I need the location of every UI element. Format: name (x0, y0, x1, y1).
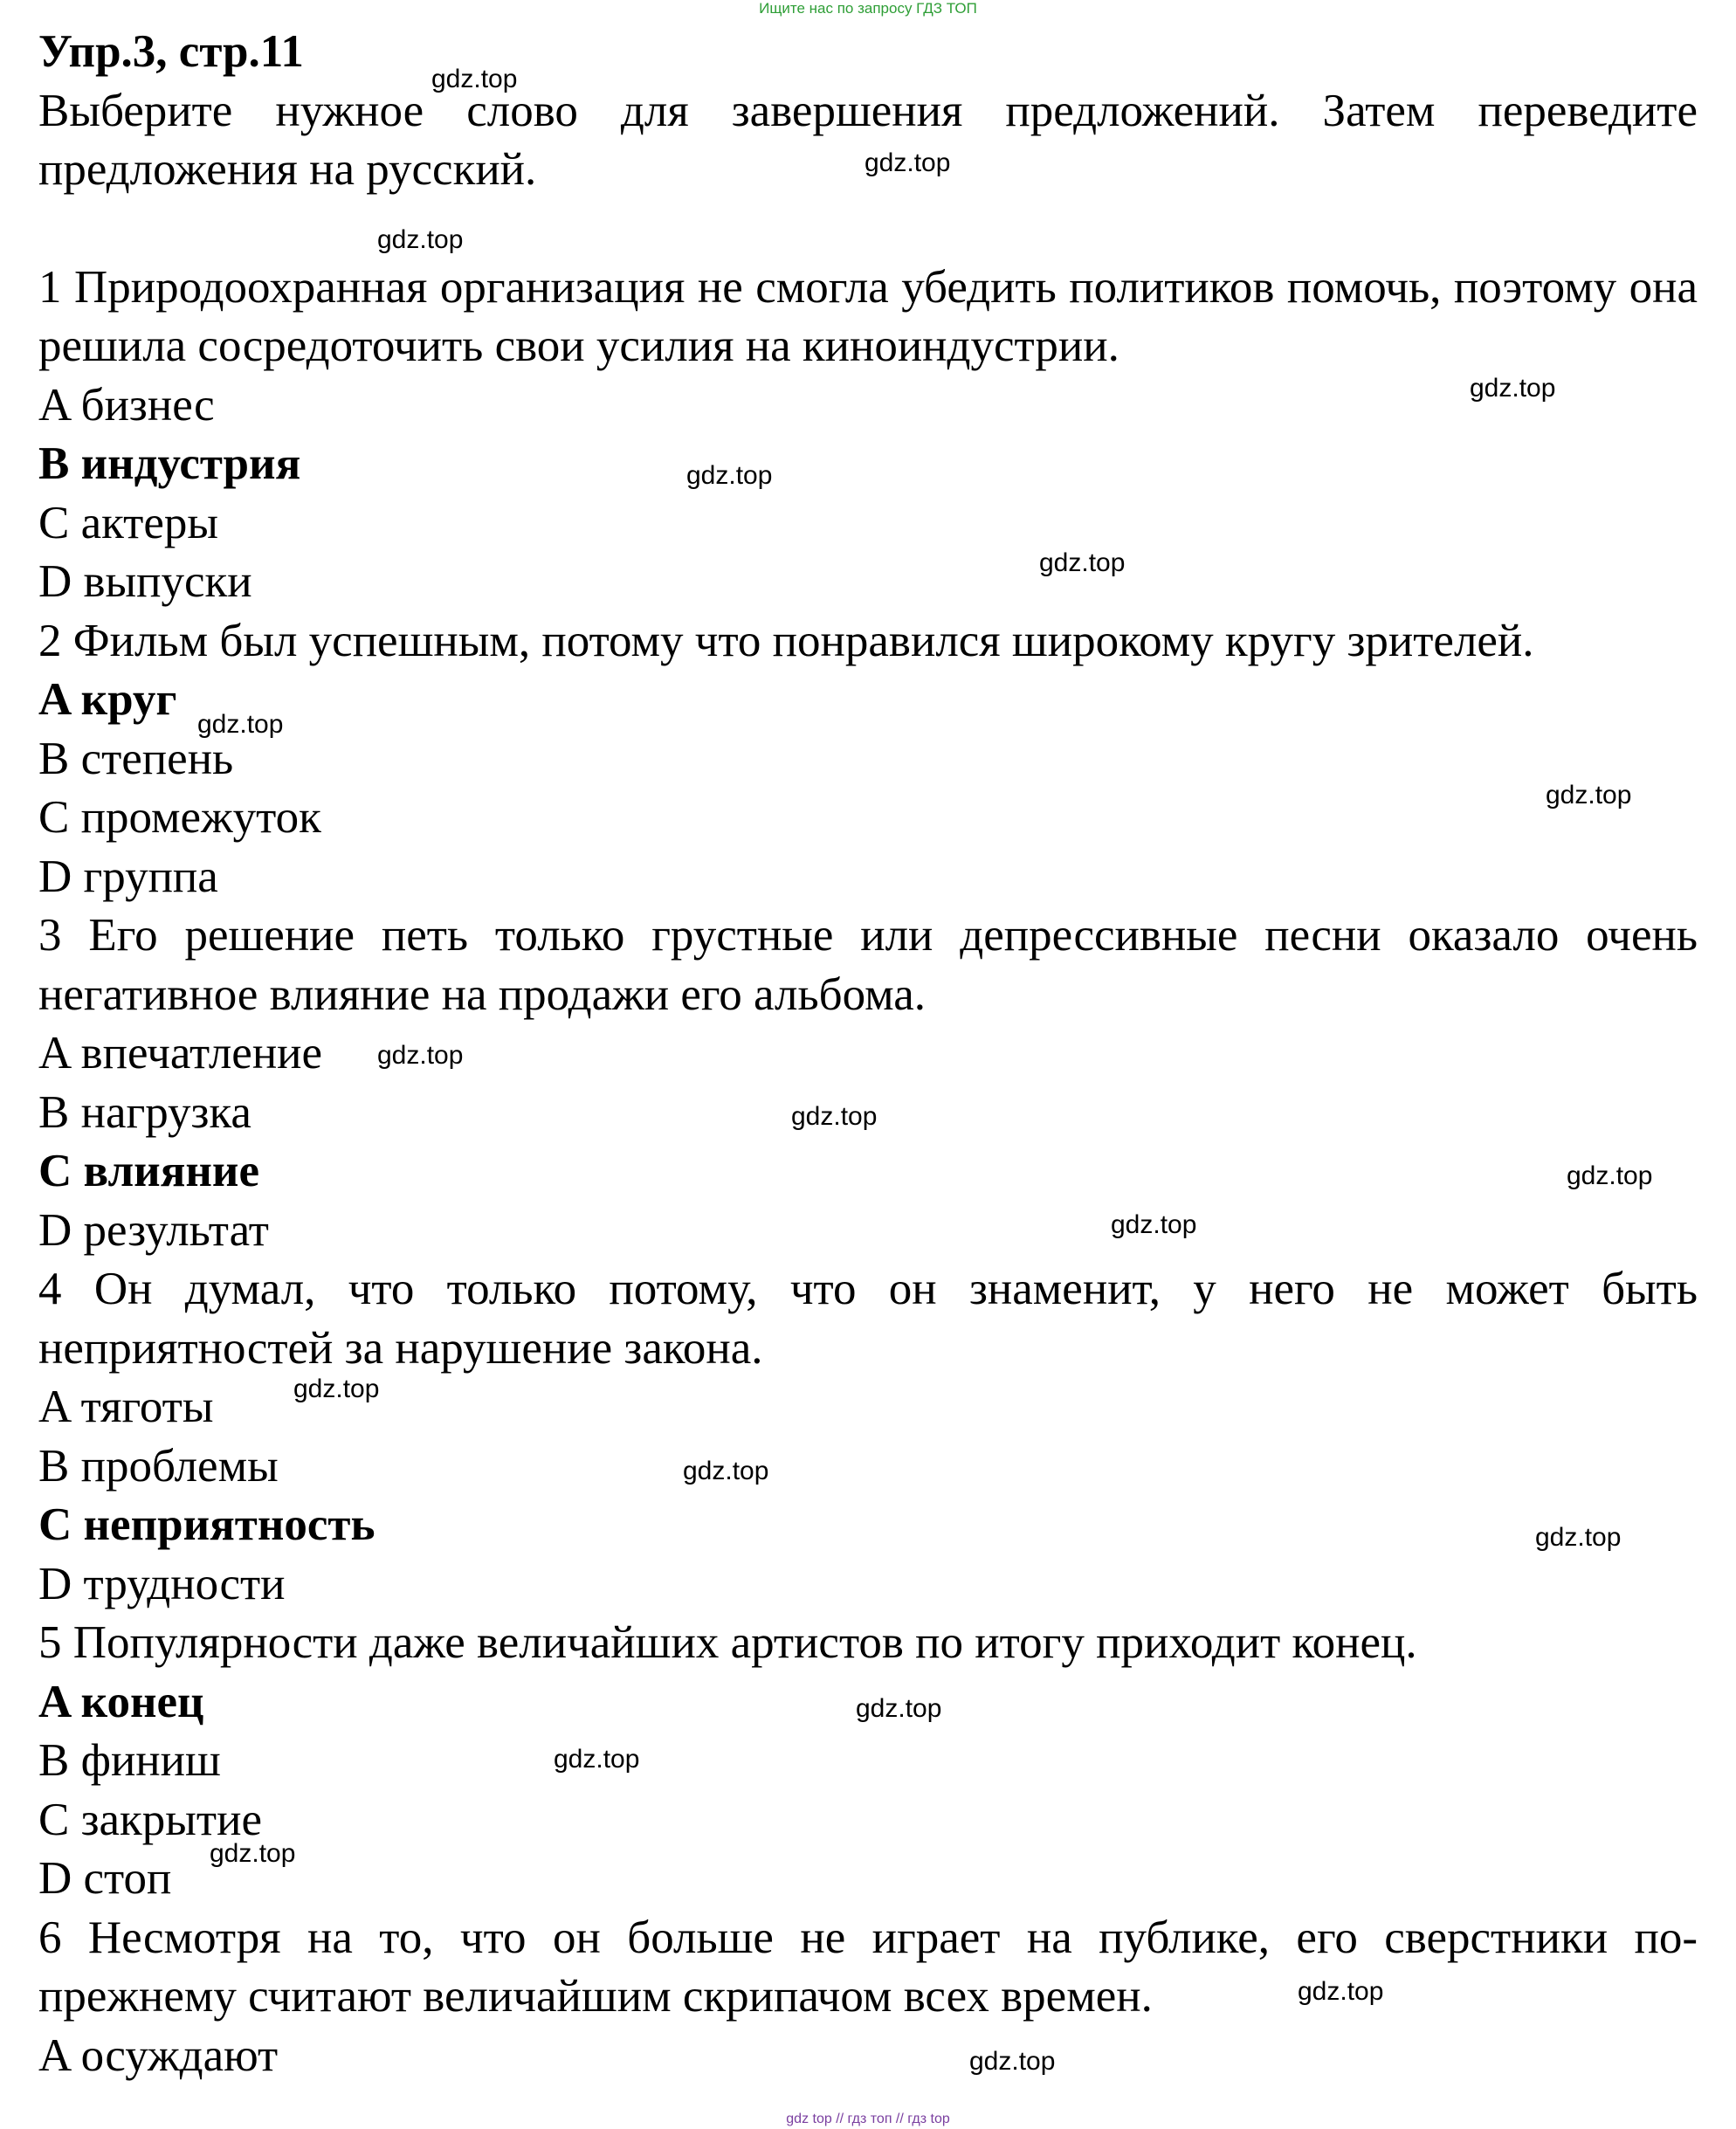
watermark: gdz.top (1567, 1161, 1653, 1190)
option-1c: C актеры (38, 497, 218, 548)
watermark: gdz.top (686, 461, 773, 490)
watermark: gdz.top (210, 1839, 296, 1868)
option-1d: D выпуски (38, 556, 252, 607)
watermark: gdz.top (431, 65, 518, 93)
watermark: gdz.top (856, 1694, 942, 1723)
option-2c: C промежуток (38, 792, 321, 843)
question-3: 3 Его решение петь только грустные или депрессивные песни оказало очень негативное влияние на продажи его альбома. (38, 910, 1698, 1020)
watermark: gdz.top (197, 710, 284, 739)
option-4b: B проблемы (38, 1440, 279, 1492)
question-4: 4 Он думал, что только потому, что он знаменит, у него не может быть неприятностей за нарушение закона. (38, 1264, 1698, 1374)
question-6: 6 Несмотря на то, что он больше не играет на публике, его сверстники по-прежнему считают величайшим скрипачом всех времен. (38, 1912, 1698, 2022)
watermark: gdz.top (1298, 1977, 1384, 2006)
question-2: 2 Фильм был успешным, потому что понравился широкому кругу зрителей. (38, 615, 1534, 666)
question-1: 1 Природоохранная организация не смогла убедить политиков помочь, поэтому она решила сосредоточить свои усилия на киноиндустрии. (38, 261, 1698, 371)
watermark: gdz.top (554, 1745, 640, 1774)
watermark: gdz.top (1546, 781, 1632, 810)
option-2a-answer: A круг (38, 674, 177, 725)
option-5b: B финиш (38, 1735, 221, 1786)
watermark: gdz.top (377, 225, 464, 254)
option-2d: D группа (38, 851, 218, 902)
watermark: gdz.top (969, 2047, 1056, 2076)
option-5d: D стоп (38, 1853, 172, 1904)
watermark: gdz.top (293, 1375, 380, 1403)
option-4d: D трудности (38, 1558, 286, 1609)
option-3a: A впечатление (38, 1028, 323, 1078)
watermark: gdz.top (1470, 374, 1556, 403)
option-4c-answer: C неприятность (38, 1499, 375, 1550)
exercise-content (38, 23, 1698, 2085)
watermark: gdz.top (683, 1457, 769, 1485)
footer-note: gdz top // гдз топ // гдз top (786, 2112, 950, 2126)
watermark: gdz.top (1039, 548, 1126, 577)
watermark: gdz.top (865, 148, 951, 177)
option-4a: A тяготы (38, 1381, 214, 1432)
option-5c: C закрытие (38, 1794, 262, 1845)
option-6a: A осуждают (38, 2029, 279, 2081)
option-1a: A бизнес (38, 379, 215, 431)
watermark: gdz.top (377, 1041, 464, 1070)
watermark: gdz.top (1535, 1523, 1622, 1552)
option-3c-answer: C влияние (38, 1146, 259, 1196)
option-1b-answer: B индустрия (38, 438, 301, 489)
header-note: Ищите нас по запросу ГДЗ ТОП (759, 0, 977, 17)
spacer (38, 200, 1698, 258)
option-3d: D результат (38, 1204, 269, 1256)
option-5a-answer: A конец (38, 1676, 204, 1727)
exercise-title: Упр.3, стр.11 (38, 26, 304, 77)
option-2b: B степень (38, 733, 234, 784)
instruction-text: Выберите нужное слово для завершения предложений. Затем переведите предложения на русский. (38, 85, 1698, 195)
watermark: gdz.top (1111, 1210, 1197, 1239)
watermark: gdz.top (791, 1102, 878, 1131)
question-5: 5 Популярности даже величайших артистов по итогу приходит конец. (38, 1617, 1417, 1668)
option-3b: B нагрузка (38, 1086, 251, 1138)
